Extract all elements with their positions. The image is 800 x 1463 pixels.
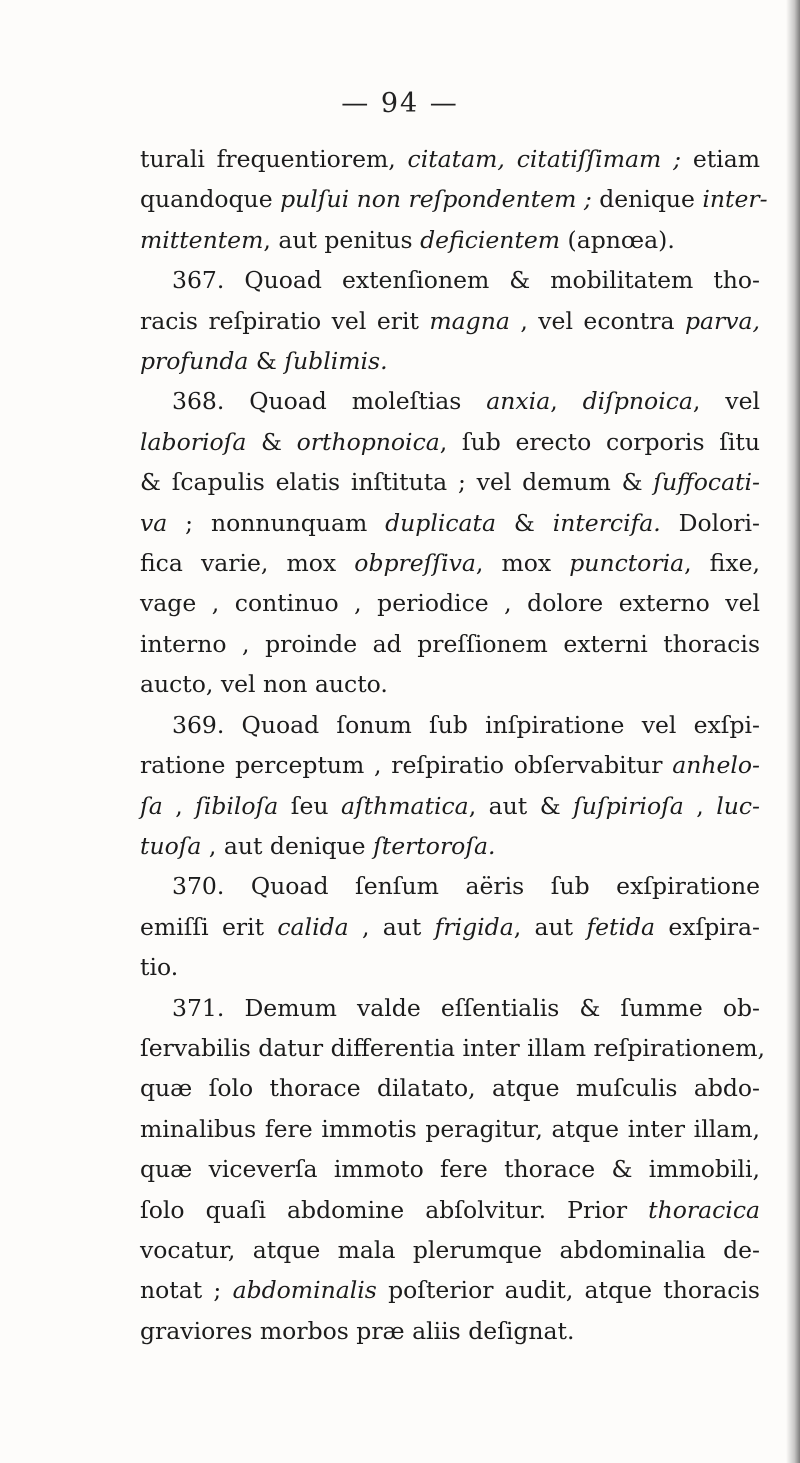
text-segment: vocatur, atque mala plerumque abdominalia de- xyxy=(140,1235,760,1264)
italic-text-segment: laborioſa xyxy=(140,427,247,456)
italic-text-segment: diſpnoica xyxy=(582,387,693,416)
text-segment: , mox xyxy=(475,549,570,578)
body-text xyxy=(140,139,768,1351)
text-segment: emiſſi erit xyxy=(140,912,278,941)
text-line xyxy=(140,462,760,502)
italic-text-segment: tuoſa xyxy=(140,831,202,860)
text-segment: , xyxy=(162,791,196,820)
text-segment: ; nonnunquam xyxy=(167,508,386,537)
text-segment: Dolori- xyxy=(660,508,760,537)
text-segment: exſpira- xyxy=(655,912,760,941)
text-line xyxy=(140,220,760,260)
italic-text-segment: anhelo- xyxy=(672,751,760,780)
text-segment: interno , proinde ad preſſionem externi thoracis xyxy=(140,629,760,658)
text-line xyxy=(140,1230,760,1270)
text-line xyxy=(140,705,760,745)
text-segment: quæ ſolo thorace dilatato, atque muſculis abdo- xyxy=(140,1074,760,1103)
text-segment: , vel xyxy=(692,387,760,416)
italic-text-segment: luc- xyxy=(716,791,760,820)
text-segment: notat ; xyxy=(140,1276,233,1305)
text-segment: , xyxy=(683,791,717,820)
text-segment: vage , continuo , periodice , dolore externo vel xyxy=(140,589,760,618)
text-segment: , aut xyxy=(513,912,587,941)
italic-text-segment: orthopnoica xyxy=(296,427,440,456)
text-segment: , aut denique xyxy=(201,831,374,860)
text-segment: ſeu xyxy=(278,791,341,820)
text-segment: ſolo quaſi abdomine abſolvitur. Prior xyxy=(140,1195,649,1224)
text-segment: , xyxy=(550,387,583,416)
text-line xyxy=(140,624,760,664)
page-number-header: — 94 — xyxy=(341,88,459,119)
italic-text-segment: ſublimis. xyxy=(284,347,388,376)
text-segment: poſterior audit, atque thoracis xyxy=(376,1276,760,1305)
italic-text-segment: va xyxy=(140,508,168,537)
text-segment: , aut & xyxy=(468,791,574,820)
text-segment: graviores morbos præ aliis deſignat. xyxy=(140,1316,575,1345)
page-edge-shadow xyxy=(786,0,800,1463)
italic-text-segment: frigida xyxy=(434,912,514,941)
text-segment: 371. Demum valde eſſentialis & ſumme ob- xyxy=(172,993,760,1022)
text-segment: , fixe, xyxy=(684,549,760,578)
text-line xyxy=(140,988,760,1028)
text-segment: quæ viceverſa immoto fere thorace & immobili, xyxy=(140,1155,760,1184)
text-line xyxy=(140,907,760,947)
text-line xyxy=(140,260,760,300)
text-line xyxy=(140,179,768,219)
italic-text-segment: ſibiloſa xyxy=(195,791,279,820)
text-line xyxy=(140,1109,760,1149)
text-line xyxy=(140,583,760,623)
italic-text-segment: thoracica xyxy=(648,1195,760,1224)
text-segment: ſervabilis datur differentia inter illam reſpirationem, xyxy=(140,1033,766,1062)
text-segment: denique xyxy=(591,185,703,214)
text-line xyxy=(140,1311,760,1351)
text-segment: turali frequentiorem, xyxy=(140,145,408,173)
text-line xyxy=(140,826,760,866)
italic-text-segment: ſuffocati- xyxy=(653,468,760,497)
italic-text-segment: citatam, citatiſſimam ; xyxy=(407,145,682,173)
text-line xyxy=(140,1028,766,1068)
text-line xyxy=(140,503,760,543)
text-segment: , aut xyxy=(348,912,435,941)
italic-text-segment: fetida xyxy=(586,912,656,941)
italic-text-segment: abdominalis xyxy=(232,1276,377,1305)
italic-text-segment: ſuſpirioſa xyxy=(573,791,684,820)
italic-text-segment: ſtertoroſa. xyxy=(373,831,496,860)
text-line xyxy=(140,1068,760,1108)
italic-text-segment: mittentem xyxy=(140,225,264,254)
text-segment: fica varie, mox xyxy=(140,549,355,578)
text-segment: , aut penitus xyxy=(263,225,421,254)
text-segment: 370. Quoad ſenſum aëris ſub exſpiratione xyxy=(172,872,760,901)
italic-text-segment: anxia xyxy=(486,387,551,416)
text-segment: , ſub erecto corporis ſitu xyxy=(439,427,760,456)
text-line xyxy=(140,381,760,421)
italic-text-segment: obpreſſiva xyxy=(354,549,476,578)
text-segment: & xyxy=(246,427,297,456)
text-segment: (apnœa). xyxy=(560,225,675,254)
italic-text-segment: pulſui non reſpondentem ; xyxy=(280,185,592,214)
italic-text-segment: duplicata xyxy=(385,508,497,537)
text-line xyxy=(140,139,760,179)
italic-text-segment: magna xyxy=(429,306,510,335)
text-segment: racis reſpiratio vel erit xyxy=(140,306,430,335)
text-segment: aucto, vel non aucto. xyxy=(140,670,388,699)
text-segment: ratione perceptum , reſpiratio obſervabitur xyxy=(140,751,673,780)
text-segment: 369. Quoad ſonum ſub inſpiratione vel exſpi- xyxy=(172,710,760,739)
text-line xyxy=(140,866,760,906)
italic-text-segment: punctoria xyxy=(569,549,685,578)
text-segment: & xyxy=(248,347,285,376)
text-line xyxy=(140,1149,760,1189)
text-line xyxy=(140,786,760,826)
text-segment: 367. Quoad extenſionem & mobilitatem tho- xyxy=(172,266,760,295)
text-segment: , vel econtra xyxy=(509,306,685,335)
text-segment: etiam xyxy=(681,145,760,173)
text-line xyxy=(140,664,760,704)
text-line xyxy=(140,341,760,381)
text-line xyxy=(140,422,760,462)
italic-text-segment: deficientem xyxy=(420,225,561,254)
text-segment: minalibus fere immotis peragitur, atque inter illam, xyxy=(140,1114,760,1143)
italic-text-segment: calida xyxy=(277,912,349,941)
text-line xyxy=(140,1270,760,1310)
italic-text-segment: aſthmatica xyxy=(340,791,469,820)
italic-text-segment: profunda xyxy=(140,347,249,376)
text-segment: & ſcapulis elatis inſtituta ; vel demum & xyxy=(140,468,654,497)
text-line xyxy=(140,947,760,987)
text-line xyxy=(140,543,760,583)
italic-text-segment: intercifa. xyxy=(552,508,661,537)
text-segment: & xyxy=(496,508,553,537)
italic-text-segment: inter- xyxy=(702,185,768,214)
text-segment: 368. Quoad moleſtias xyxy=(172,387,487,416)
text-segment: quandoque xyxy=(140,185,281,214)
text-line xyxy=(140,1190,760,1230)
text-line xyxy=(140,745,760,785)
italic-text-segment: ſa xyxy=(140,791,163,820)
text-segment: tio. xyxy=(140,953,179,982)
text-line xyxy=(140,301,760,341)
italic-text-segment: parva, xyxy=(684,306,760,335)
